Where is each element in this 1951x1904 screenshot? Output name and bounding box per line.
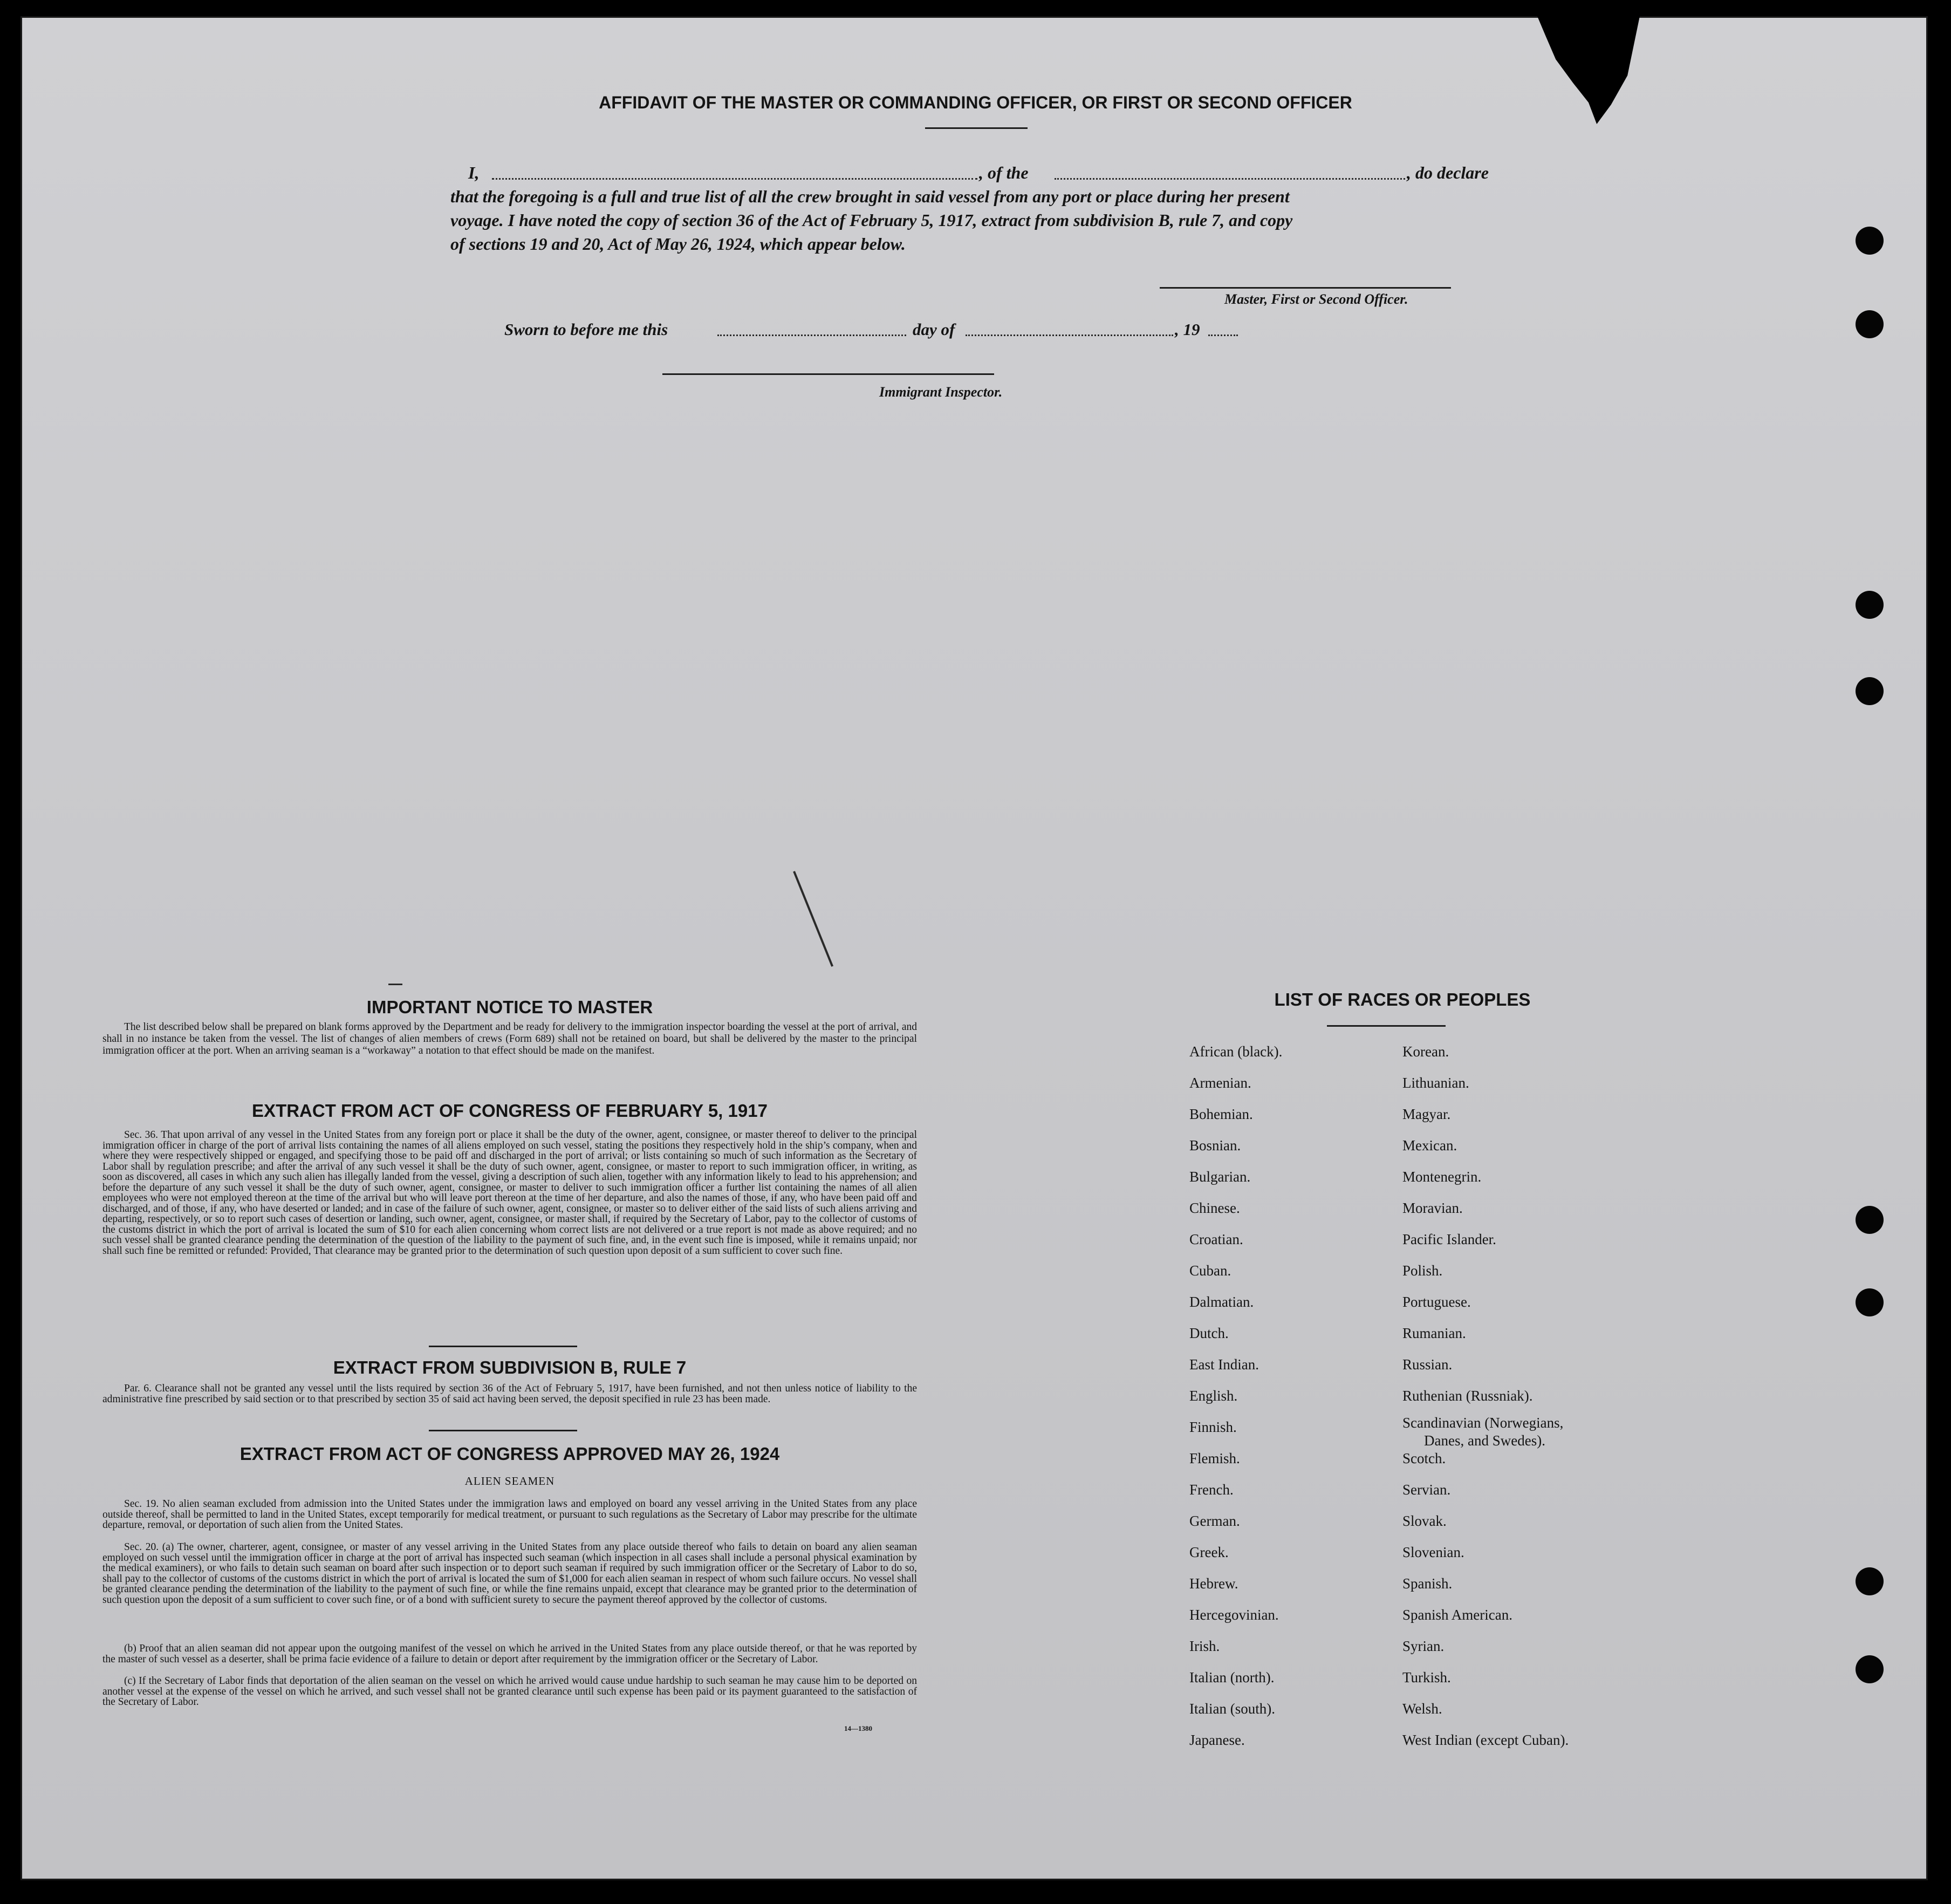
affidavit-title: AFFIDAVIT OF THE MASTER OR COMMANDING OFFICER, OR FIRST OR SECOND OFFICER <box>599 93 1352 112</box>
inspector-signature-line[interactable] <box>662 373 994 375</box>
extract-rule7-title: EXTRACT FROM SUBDIVISION B, RULE 7 <box>333 1357 687 1377</box>
race-item: Hercegovinian. <box>1189 1607 1279 1623</box>
race-item: East Indian. <box>1189 1356 1259 1373</box>
race-item: Spanish American. <box>1402 1607 1512 1623</box>
binder-hole <box>1856 310 1884 338</box>
sec19-body: Sec. 19. No alien seaman excluded from admission into the United States under the immigration laws and employed on board any vessel arriving in the United States from any place outside thereof, shall be permitted to land in the United States, except temporarily for medical treatment, or pursuant to such regulations as the Secretary of Labor may prescribe for the ultimate departure, removal, or deportation of such alien from the United States. <box>102 1498 917 1531</box>
do-declare-label: , do declare <box>1407 163 1489 182</box>
extract-1924-title: EXTRACT FROM ACT OF CONGRESS APPROVED MAY 26, 1924 <box>239 1444 780 1464</box>
race-item: African (black). <box>1189 1043 1283 1060</box>
race-item: German. <box>1189 1513 1240 1529</box>
binder-hole <box>1856 227 1884 255</box>
race-item: West Indian (except Cuban). <box>1402 1732 1569 1748</box>
race-item: Armenian. <box>1189 1075 1251 1091</box>
races-title-underline <box>1327 1025 1446 1027</box>
race-item: Servian. <box>1402 1482 1451 1498</box>
race-item: Ruthenian (Russniak). <box>1402 1388 1533 1404</box>
binder-hole <box>1856 1206 1884 1234</box>
pen-mark <box>388 984 402 985</box>
extract-1917-body: Sec. 36. That upon arrival of any vessel in the United States from any foreign port or place it shall be the duty of the owner, agent, consignee, or master thereof to deliver to the principal immigration officer in charge of the port of arrival lists containing the names of all aliens employed on such vessel, stating the positions they respectively hold in the ship’s company, when and where they were respectively shipped or engaged, and specifying those to be paid off and discharged in the port of arrival; or lists containing so much of such information as the Secretary of Labor shall by regulation prescribe; and after the arrival of any such vessel it shall be the duty of such owner, agent, consignee, or master to report to such immigration officer, in writing, as soon as discovered, all cases in which any such alien has illegally landed from the vessel, giving a description of such alien, together with any information likely to lead to his apprehension; and before the departure of any such vessel it shall be the duty of such owner, agent, consignee, or master to deliver to such immigration officer a further list containing the names of all alien employees who were not employed thereon at the time of the arrival but who will leave port thereon at the time of her departure, and also the names of those, if any, who have been paid off and discharged, and of those, if any, who have deserted or landed; and in case of the failure of such owner, agent, consignee, or master so to deliver either of the said lists of such aliens arriving and departing, respectively, or so to report such cases of desertion or landing, such owner, agent, consignee, or master shall, if required by the Secretary of Labor, pay to the collector of customs of the customs district in which the port of arrival is located the sum of $10 for each alien concerning whom correct lists are not delivered or a true report is not made as above required; and no such vessel shall be granted clearance pending the determination of the question of the liability to the payment of such fine, and, in the event such fine is imposed, while it remains unpaid; nor shall such fine be remitted or refunded: Provided, That clearance may be granted prior to the determination of such question upon deposit of a sum sufficient to cover such fine. <box>102 1129 917 1257</box>
sworn-year-blank[interactable] <box>1208 335 1238 336</box>
race-item: Italian (south). <box>1189 1701 1275 1717</box>
race-item: Syrian. <box>1402 1638 1445 1654</box>
master-signature-line[interactable] <box>1160 287 1451 289</box>
year-label: , 19 <box>1175 320 1200 339</box>
race-item: Magyar. <box>1402 1106 1451 1122</box>
race-item: Hebrew. <box>1189 1575 1238 1592</box>
master-signature-caption: Master, First or Second Officer. <box>1224 291 1408 307</box>
affidavit-line-1: that the foregoing is a full and true list of all the crew brought in said vessel from any port or place during her present <box>450 187 1290 206</box>
race-item: Pacific Islander. <box>1402 1231 1496 1247</box>
sec20b-body: (b) Proof that an alien seaman did not appear upon the outgoing manifest of the vessel on which he arrived in the United States from any place outside thereof, or that he was reported by the master of such vessel as a deserter, shall be prima facie evidence of a failure to detain or deport after requirement by the immigration officer or the Secretary of Labor. <box>102 1643 917 1665</box>
race-item: Bosnian. <box>1189 1137 1241 1154</box>
race-item: Slovenian. <box>1402 1544 1464 1560</box>
race-item: Croatian. <box>1189 1231 1243 1247</box>
race-item: French. <box>1189 1482 1234 1498</box>
race-item: Korean. <box>1402 1043 1449 1060</box>
extract-1917-title: EXTRACT FROM ACT OF CONGRESS OF FEBRUARY 5, 1917 <box>252 1101 768 1121</box>
affidavit-line-3: of sections 19 and 20, Act of May 26, 1924, which appear below. <box>450 234 906 254</box>
race-item-scandinavian-cont: Danes, and Swedes). <box>1424 1432 1545 1449</box>
race-item: Scotch. <box>1402 1450 1446 1466</box>
binder-hole <box>1856 1655 1884 1683</box>
race-item: Mexican. <box>1402 1137 1457 1154</box>
race-item: Greek. <box>1189 1544 1229 1560</box>
race-item: Spanish. <box>1402 1575 1453 1592</box>
sec20c-body: (c) If the Secretary of Labor finds that deportation of the alien seaman on the vessel on which he arrived would cause undue hardship to such seaman he may cause him to be deported on another vessel at the expense of the vessel on which he arrived, and such vessel shall not be granted clearance until such expense has been paid or its payment guaranteed to the satisfaction of the Secretary of Labor. <box>102 1675 917 1708</box>
race-item: Japanese. <box>1189 1732 1245 1748</box>
section-divider <box>429 1346 577 1347</box>
vessel-blank[interactable] <box>1055 178 1405 180</box>
binder-hole <box>1856 677 1884 705</box>
binder-hole <box>1856 591 1884 619</box>
sworn-month-blank[interactable] <box>966 335 1173 336</box>
day-of-label: day of <box>913 320 955 339</box>
race-item: English. <box>1189 1388 1238 1404</box>
notice-body: The list described below shall be prepared on blank forms approved by the Department and be ready for delivery to the immigration inspector boarding the vessel at the port of arrival, and shall in no instance be taken from the vessel. The list of changes of alien members of crews (Form 689) shall not be retained on board, but shall be delivered by the master to the principal immigration officer at the port. When an arriving seaman is a “workaway” a notation to that effect should be made on the manifest. <box>102 1021 917 1056</box>
race-item: Portuguese. <box>1402 1294 1471 1310</box>
race-item: Cuban. <box>1189 1262 1231 1279</box>
race-item: Irish. <box>1189 1638 1220 1654</box>
name-blank[interactable] <box>492 178 977 180</box>
race-item: Russian. <box>1402 1356 1453 1373</box>
race-item: Turkish. <box>1402 1669 1451 1685</box>
notice-title: IMPORTANT NOTICE TO MASTER <box>366 997 653 1017</box>
extract-rule7-body: Par. 6. Clearance shall not be granted any vessel until the lists required by section 36 of the Act of February 5, 1917, have been furnished, and not then unless notice of liability to the administrative fine prescribed by said section or to that prescribed by section 35 of said act having been served, the deposit specified in rule 23 has been made. <box>102 1383 917 1405</box>
race-item: Scandinavian (Norwegians, <box>1402 1415 1564 1431</box>
affidavit-line-2: voyage. I have noted the copy of section 36 of the Act of February 5, 1917, extract from subdivision B, rule 7, and copy <box>450 210 1293 230</box>
races-title: LIST OF RACES OR PEOPLES <box>1274 989 1531 1009</box>
form-number: 14—1380 <box>844 1724 872 1732</box>
race-item: Bulgarian. <box>1189 1169 1251 1185</box>
sworn-label: Sworn to before me this <box>504 320 668 339</box>
race-item: Flemish. <box>1189 1450 1240 1466</box>
binder-hole <box>1856 1567 1884 1595</box>
sworn-day-blank[interactable] <box>717 335 906 336</box>
race-item: Montenegrin. <box>1402 1169 1482 1185</box>
race-item: Finnish. <box>1189 1419 1237 1435</box>
race-item: Italian (north). <box>1189 1669 1275 1685</box>
alien-seamen-subtitle: ALIEN SEAMEN <box>464 1475 555 1487</box>
race-item: Rumanian. <box>1402 1325 1466 1341</box>
binder-hole <box>1856 1288 1884 1316</box>
inspector-caption: Immigrant Inspector. <box>879 384 1003 400</box>
race-item: Slovak. <box>1402 1513 1447 1529</box>
of-the-label: , of the <box>979 163 1029 182</box>
race-item: Welsh. <box>1402 1701 1442 1717</box>
race-item: Lithuanian. <box>1402 1075 1469 1091</box>
declare-i-label: I, <box>468 163 480 182</box>
race-item: Polish. <box>1402 1262 1443 1279</box>
race-item: Bohemian. <box>1189 1106 1253 1122</box>
sec20a-body: Sec. 20. (a) The owner, charterer, agent, consignee, or master of any vessel arriving in the United States from any place outside thereof who fails to detain on board any alien seaman employed on such vessel until the immigration officer in charge at the port of arrival has inspected such seaman (which inspection in all cases shall include a personal physical examination by the medical examiners), or who fails to detain such seaman on board after such inspection or to deport such seaman if required by such immigration officer or the Secretary of Labor to do so, shall pay to the collector of customs of the customs district in which the port of arrival is located the sum of $1,000 for each alien seaman in respect of whom such failure occurs. No vessel shall be granted clearance pending the determination of the liability to the payment of such fine, or while the fine remains unpaid, except that clearance may be granted prior to the determination of such question upon the deposit of a sum sufficient to cover such fine, or of a bond with sufficient surety to secure the payment thereof approved by the collector of customs. <box>102 1541 917 1606</box>
section-divider <box>429 1430 577 1431</box>
race-item: Dutch. <box>1189 1325 1229 1341</box>
race-item: Moravian. <box>1402 1200 1463 1216</box>
race-item: Dalmatian. <box>1189 1294 1254 1310</box>
title-underline <box>925 127 1028 129</box>
race-item: Chinese. <box>1189 1200 1240 1216</box>
